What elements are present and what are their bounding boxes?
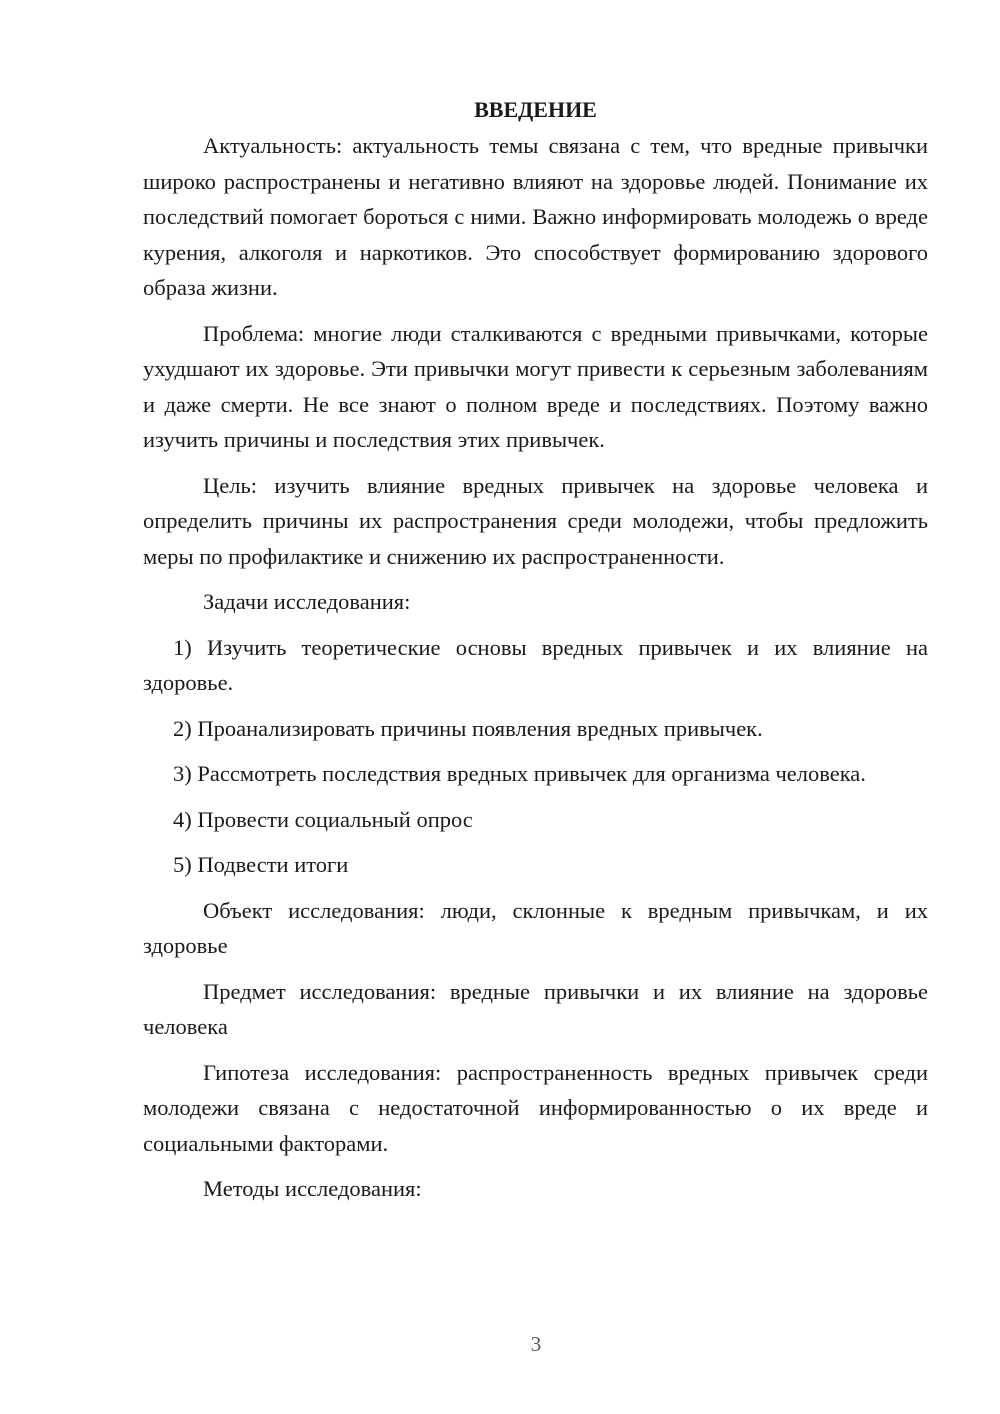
paragraph-problem: Проблема: многие люди сталкиваются с вредными привычками, которые ухудшают их здоровье. Эти привычки могут привести к серьезным заболеваниям и даже смерти. Не все знают о полном вреде и последствиях. Поэтому важно изучить причины и последствия этих привычек. xyxy=(143,320,928,452)
paragraph-object: Объект исследования: люди, склонные к вредным привычкам, и их здоровье xyxy=(143,897,928,958)
page-number: 3 xyxy=(530,1332,542,1356)
document-page xyxy=(143,92,928,1217)
task-item: 2) Проанализировать причины появления вредных привычек. xyxy=(173,715,763,741)
task-item: 1) Изучить теоретические основы вредных привычек и их влияние на здоровье. xyxy=(143,634,928,695)
methods-heading: Методы исследования: xyxy=(203,1176,422,1201)
paragraph-goal: Цель: изучить влияние вредных привычек на здоровье человека и определить причины их распространения среди молодежи, чтобы предложить меры по профилактике и снижению их распространенности. xyxy=(143,472,928,569)
task-item: 4) Провести социальный опрос xyxy=(173,806,473,832)
tasks-heading: Задачи исследования: xyxy=(203,589,411,614)
task-item: 5) Подвести итоги xyxy=(173,852,349,877)
section-title: ВВЕДЕНИЕ xyxy=(474,97,597,122)
paragraph-subject: Предмет исследования: вредные привычки и их влияние на здоровье человека xyxy=(143,978,928,1039)
task-item: 3) Рассмотреть последствия вредных привычек для организма человека. xyxy=(173,761,866,786)
paragraph-hypothesis: Гипотеза исследования: распространенность вредных привычек среди молодежи связана с недостаточной информированностью о их вреде и социальными факторами. xyxy=(143,1059,928,1156)
paragraph-relevance: Актуальность: актуальность темы связана с тем, что вредные привычки широко распространены и негативно влияют на здоровье людей. Понимание их последствий помогает бороться с ними. Важно информировать молодежь о вреде курения, алкоголя и наркотиков. Это способствует формированию здорового образа жизни. xyxy=(143,133,928,300)
